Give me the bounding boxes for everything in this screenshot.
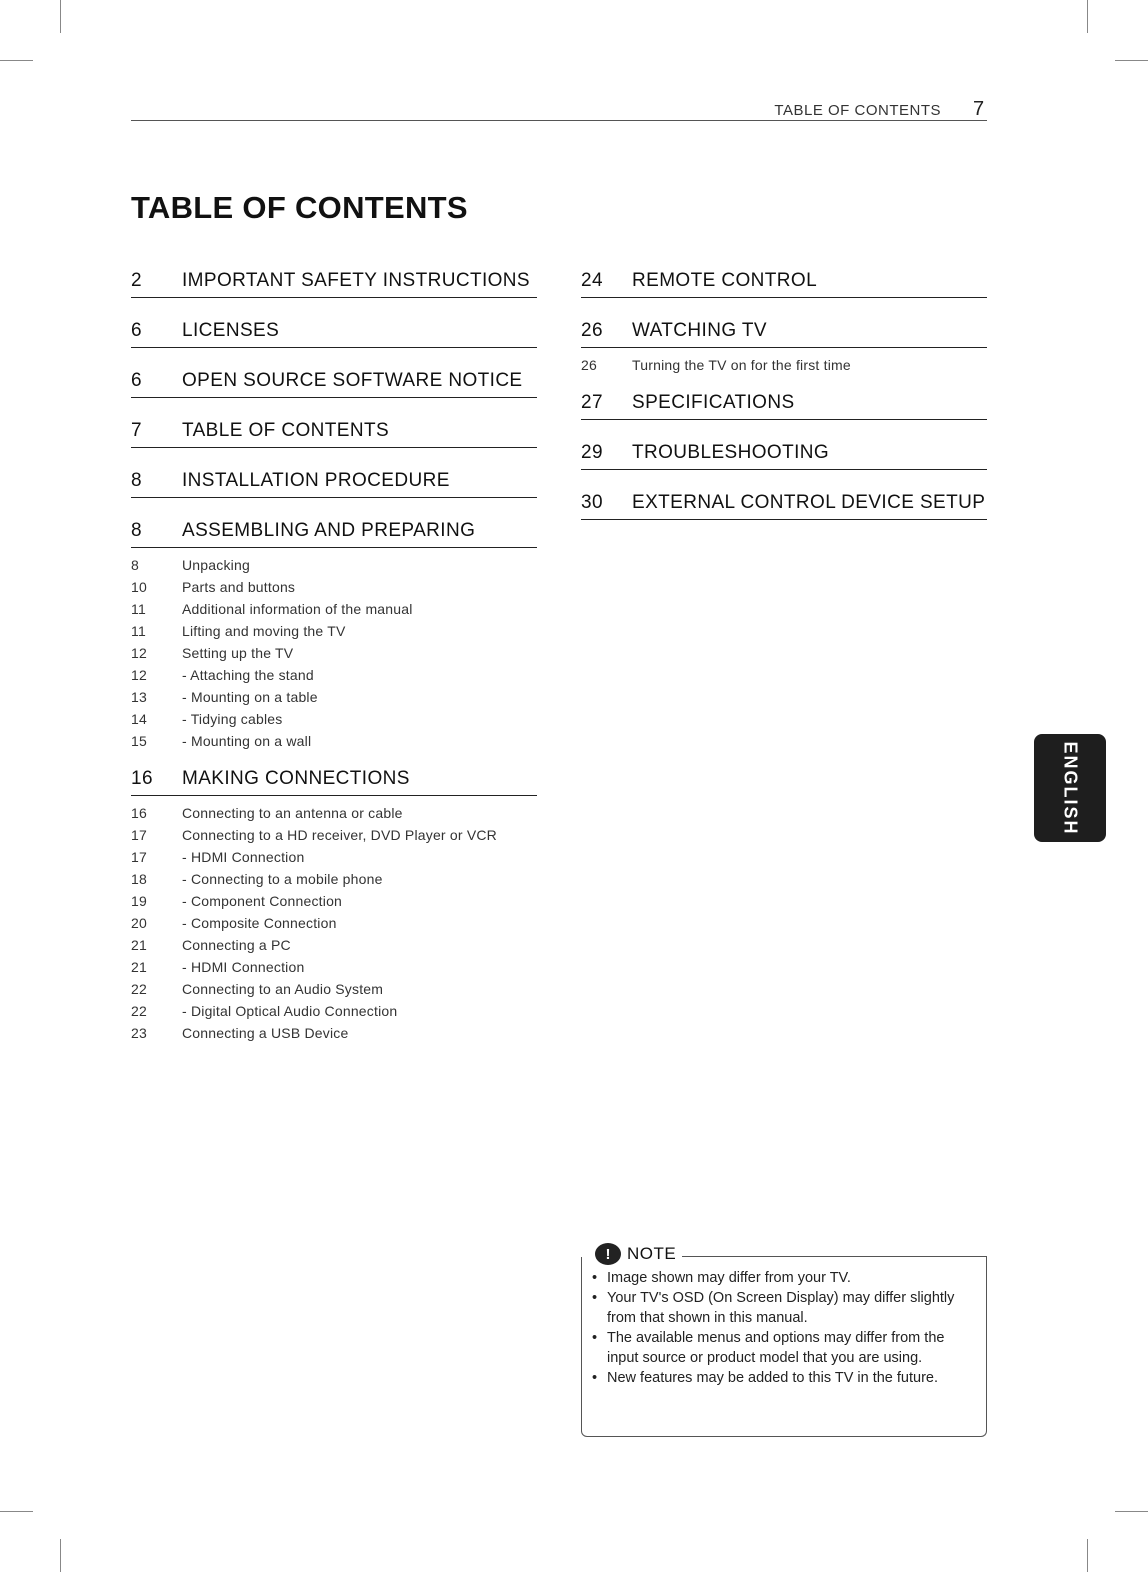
toc-entry-page: 14 — [131, 711, 147, 727]
toc-entry[interactable] — [131, 978, 537, 1000]
toc-section — [581, 270, 987, 298]
toc-section-title: ASSEMBLING AND PREPARING — [182, 520, 476, 541]
toc-entry[interactable] — [131, 956, 537, 978]
toc-section-title: OPEN SOURCE SOFTWARE NOTICE — [182, 370, 523, 391]
toc-section-heading[interactable] — [131, 520, 537, 548]
toc-entry[interactable] — [131, 576, 537, 598]
toc-entry[interactable] — [131, 598, 537, 620]
toc-entry-text: - Mounting on a wall — [182, 733, 312, 749]
toc-section-title: WATCHING TV — [632, 320, 767, 341]
toc-entry-text: Connecting to an antenna or cable — [182, 805, 403, 821]
toc-entry[interactable] — [131, 868, 537, 890]
toc-entry[interactable] — [131, 642, 537, 664]
toc-entry-list — [131, 548, 537, 752]
language-tab — [1034, 734, 1106, 842]
toc-section-heading[interactable] — [131, 420, 537, 448]
toc-entry-page: 11 — [131, 601, 146, 617]
page-number: 7 — [973, 98, 985, 120]
toc-section-page: 27 — [581, 392, 603, 413]
toc-entry-page: 16 — [131, 805, 147, 821]
toc-section-heading[interactable] — [581, 392, 987, 420]
toc-entry-text: - HDMI Connection — [182, 849, 305, 865]
toc-entry-page: 19 — [131, 893, 147, 909]
toc-entry[interactable] — [131, 664, 537, 686]
toc-left-column — [131, 270, 537, 1060]
toc-entry[interactable] — [131, 1000, 537, 1022]
header-rule — [131, 120, 987, 121]
toc-section-page: 30 — [581, 492, 603, 513]
toc-entry-page: 12 — [131, 667, 147, 683]
toc-entry-list — [131, 796, 537, 1044]
toc-section-page: 7 — [131, 420, 142, 441]
toc-entry[interactable] — [131, 730, 537, 752]
toc-entry-page: 22 — [131, 981, 147, 997]
toc-entry-page: 11 — [131, 623, 146, 639]
toc-right-column — [581, 270, 987, 542]
toc-section-page: 24 — [581, 270, 603, 291]
toc-entry-page: 23 — [131, 1025, 147, 1041]
toc-entry-page: 21 — [131, 959, 147, 975]
toc-section-title: IMPORTANT SAFETY INSTRUCTIONS — [182, 270, 531, 291]
toc-section-title: INSTALLATION PROCEDURE — [182, 470, 450, 491]
toc-section — [581, 392, 987, 420]
toc-entry[interactable] — [131, 824, 537, 846]
toc-entry-text: - HDMI Connection — [182, 959, 305, 975]
toc-entry-text: Connecting to a HD receiver, DVD Player or VCR — [182, 827, 497, 843]
note-item: • The available menus and options may differ from the input source or product model that you are using. — [592, 1328, 972, 1368]
toc-entry[interactable] — [131, 708, 537, 730]
crop-mark — [60, 1539, 61, 1572]
toc-entry[interactable] — [131, 686, 537, 708]
crop-mark — [0, 1511, 33, 1512]
toc-section — [131, 420, 537, 448]
toc-entry-page: 17 — [131, 849, 147, 865]
toc-entry-text: - Digital Optical Audio Connection — [182, 1003, 398, 1019]
toc-section-heading[interactable] — [131, 270, 537, 298]
toc-section — [131, 370, 537, 398]
toc-entry[interactable] — [131, 934, 537, 956]
language-tab-label: ENGLISH — [1060, 740, 1081, 836]
toc-entry[interactable] — [131, 890, 537, 912]
toc-entry-text: - Tidying cables — [182, 711, 283, 727]
toc-section-heading[interactable] — [131, 320, 537, 348]
toc-section — [581, 442, 987, 470]
crop-mark — [0, 60, 33, 61]
toc-section — [131, 768, 537, 1044]
toc-entry-page: 18 — [131, 871, 147, 887]
toc-section-heading[interactable] — [581, 492, 987, 520]
toc-entry-text: - Connecting to a mobile phone — [182, 871, 383, 887]
toc-entry-page: 8 — [131, 557, 139, 573]
toc-entry-text: Lifting and moving the TV — [182, 623, 346, 639]
crop-mark — [1087, 1539, 1088, 1572]
toc-entry-text: - Mounting on a table — [182, 689, 318, 705]
toc-section-heading[interactable] — [581, 442, 987, 470]
toc-entry[interactable] — [131, 620, 537, 642]
note-item: • New features may be added to this TV in the future. — [592, 1368, 972, 1388]
note-label: NOTE — [627, 1244, 677, 1263]
toc-section — [131, 520, 537, 752]
toc-entry[interactable] — [131, 802, 537, 824]
toc-section-heading[interactable] — [581, 320, 987, 348]
warning-icon: ! — [595, 1243, 621, 1265]
toc-section-page: 2 — [131, 270, 142, 291]
toc-section-title: MAKING CONNECTIONS — [182, 768, 410, 789]
toc-section — [131, 470, 537, 498]
toc-section-heading[interactable] — [581, 270, 987, 298]
toc-section-heading[interactable] — [131, 768, 537, 796]
toc-entry[interactable] — [131, 912, 537, 934]
toc-entry[interactable] — [131, 846, 537, 868]
toc-section — [131, 270, 537, 298]
toc-section-title: SPECIFICATIONS — [632, 392, 795, 413]
toc-entry-page: 21 — [131, 937, 147, 953]
note-list — [592, 1268, 972, 1388]
note-item: • Image shown may differ from your TV. — [592, 1268, 972, 1288]
crop-mark — [1115, 60, 1148, 61]
toc-entry-page: 12 — [131, 645, 147, 661]
toc-entry-text: - Component Connection — [182, 893, 343, 909]
running-header: TABLE OF CONTENTS — [774, 102, 941, 119]
toc-entry-page: 26 — [581, 357, 597, 373]
toc-entry-text: Connecting a USB Device — [182, 1025, 349, 1041]
toc-section — [131, 320, 537, 348]
toc-section-title: TABLE OF CONTENTS — [182, 420, 390, 441]
toc-entry-page: 20 — [131, 915, 147, 931]
toc-section-title: REMOTE CONTROL — [632, 270, 818, 291]
toc-entry-page: 22 — [131, 1003, 147, 1019]
toc-entry-page: 13 — [131, 689, 147, 705]
toc-section — [581, 492, 987, 520]
toc-section-heading[interactable] — [131, 370, 537, 398]
toc-entry-text: Parts and buttons — [182, 579, 296, 595]
toc-entry[interactable] — [131, 554, 537, 576]
toc-entry-page: 17 — [131, 827, 147, 843]
crop-mark — [1115, 1511, 1148, 1512]
toc-section-page: 6 — [131, 370, 142, 391]
toc-entry[interactable] — [131, 1022, 537, 1044]
toc-entry-page: 15 — [131, 733, 147, 749]
toc-entry-text: Connecting to an Audio System — [182, 981, 384, 997]
toc-entry[interactable] — [581, 354, 987, 376]
toc-entry-list — [581, 348, 987, 376]
toc-entry-text: - Attaching the stand — [182, 667, 314, 683]
crop-mark — [1087, 0, 1088, 33]
toc-section-page: 29 — [581, 442, 603, 463]
toc-entry-text: Connecting a PC — [182, 937, 291, 953]
toc-section-title: TROUBLESHOOTING — [632, 442, 830, 463]
toc-section-page: 16 — [131, 768, 153, 789]
toc-section-page: 26 — [581, 320, 603, 341]
toc-section-title: EXTERNAL CONTROL DEVICE SETUP — [632, 492, 986, 513]
toc-entry-text: Additional information of the manual — [182, 601, 413, 617]
toc-entry-text: Unpacking — [182, 557, 250, 573]
toc-section — [581, 320, 987, 376]
toc-section-title: LICENSES — [182, 320, 280, 341]
toc-entry-text: Setting up the TV — [182, 645, 294, 661]
toc-entry-text: - Composite Connection — [182, 915, 337, 931]
toc-entry-text: Turning the TV on for the first time — [632, 357, 851, 373]
toc-section-page: 8 — [131, 470, 142, 491]
crop-mark — [60, 0, 61, 33]
toc-section-page: 6 — [131, 320, 142, 341]
toc-section-page: 8 — [131, 520, 142, 541]
note-item: • Your TV's OSD (On Screen Display) may differ slightly from that shown in this manual. — [592, 1288, 972, 1328]
page-title: TABLE OF CONTENTS — [131, 190, 468, 225]
toc-section-heading[interactable] — [131, 470, 537, 498]
toc-entry-page: 10 — [131, 579, 147, 595]
